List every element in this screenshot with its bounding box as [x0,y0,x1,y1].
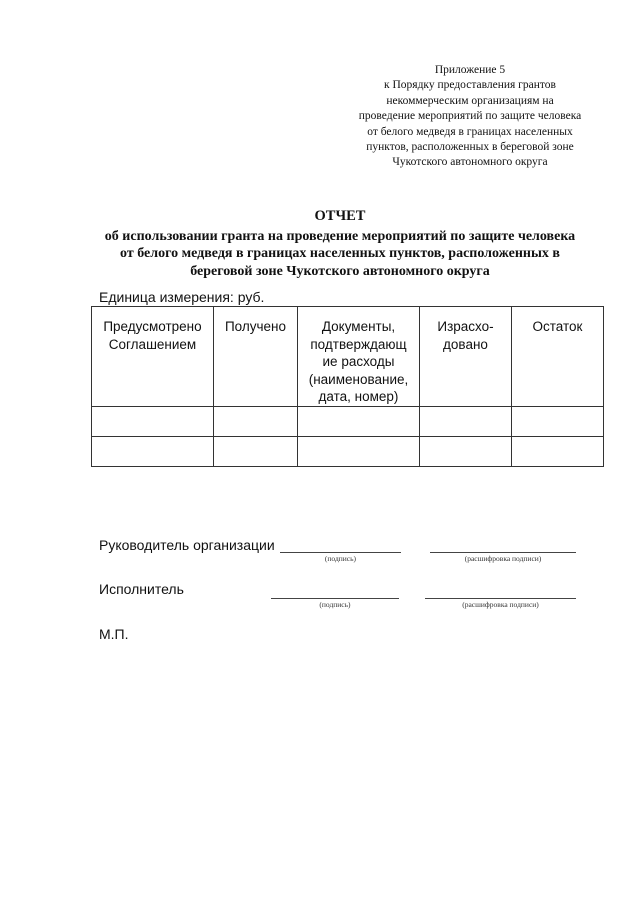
table-header-row [92,307,604,407]
report-title [70,208,610,280]
header-text: дата, номер) [318,389,399,404]
executor-signature-line[interactable] [271,598,399,599]
appendix-line: проведение мероприятий по защите человека [358,110,582,123]
header-text: Остаток [532,319,583,334]
unit-label: Единица измерения: руб. [99,289,265,305]
table-cell[interactable] [420,436,512,466]
appendix-header [340,63,600,171]
executor-name-caption: (расшифровка подписи) [462,600,539,609]
header-received [214,307,298,407]
table-cell[interactable] [214,406,298,436]
stamp-label: М.П. [99,626,129,642]
appendix-line: к Порядку предоставления грантов [384,79,556,92]
executor-sign-caption: (подпись) [319,600,351,609]
table-row [92,436,604,466]
table-cell[interactable] [92,406,214,436]
appendix-line: пунктов, расположенных в береговой зоне [366,141,574,154]
executor-label: Исполнитель [99,581,184,597]
table-cell[interactable] [512,436,604,466]
table-cell[interactable] [298,406,420,436]
head-sign-caption: (подпись) [324,554,357,563]
header-text: Получено [224,319,287,334]
header-text: (наименование, [308,371,409,387]
header-text: Израсхо- [437,319,494,334]
header-balance [512,307,604,407]
table-cell[interactable] [420,406,512,436]
appendix-line: Приложение 5 [434,64,506,76]
report-title-main: ОТЧЕТ [314,208,366,224]
appendix-line: от белого медведя в границах населенных [367,125,573,138]
head-name-caption: (расшифровка подписи) [464,554,542,563]
header-text: Соглашением [108,336,197,352]
table-cell[interactable] [92,436,214,466]
table-cell[interactable] [298,436,420,466]
header-text: ие расходы [322,354,395,369]
header-text: Предусмотрено [103,319,202,334]
head-label: Руководитель организации [99,537,275,553]
report-table [91,306,604,467]
report-title-line: береговой зоне Чукотского автономного округа [190,263,490,279]
report-title-line: об использовании гранта на проведение мероприятий по защите человека [104,228,576,244]
header-text: Документы, [321,319,396,334]
table-row [92,406,604,436]
report-title-line: от белого медведя в границах населенных пунктов, расположенных в [120,246,560,261]
table-cell[interactable] [214,436,298,466]
header-spent [420,307,512,407]
head-signature-line[interactable] [280,552,401,553]
header-text: довано [443,336,488,352]
header-documents [298,307,420,407]
head-name-line[interactable] [430,552,576,553]
executor-name-line[interactable] [425,598,576,599]
appendix-line: некоммерческим организациям на [386,94,554,107]
header-planned [92,307,214,407]
table-cell[interactable] [512,406,604,436]
appendix-line: Чукотского автономного округа [392,156,548,169]
header-text: подтверждающ [310,336,407,352]
